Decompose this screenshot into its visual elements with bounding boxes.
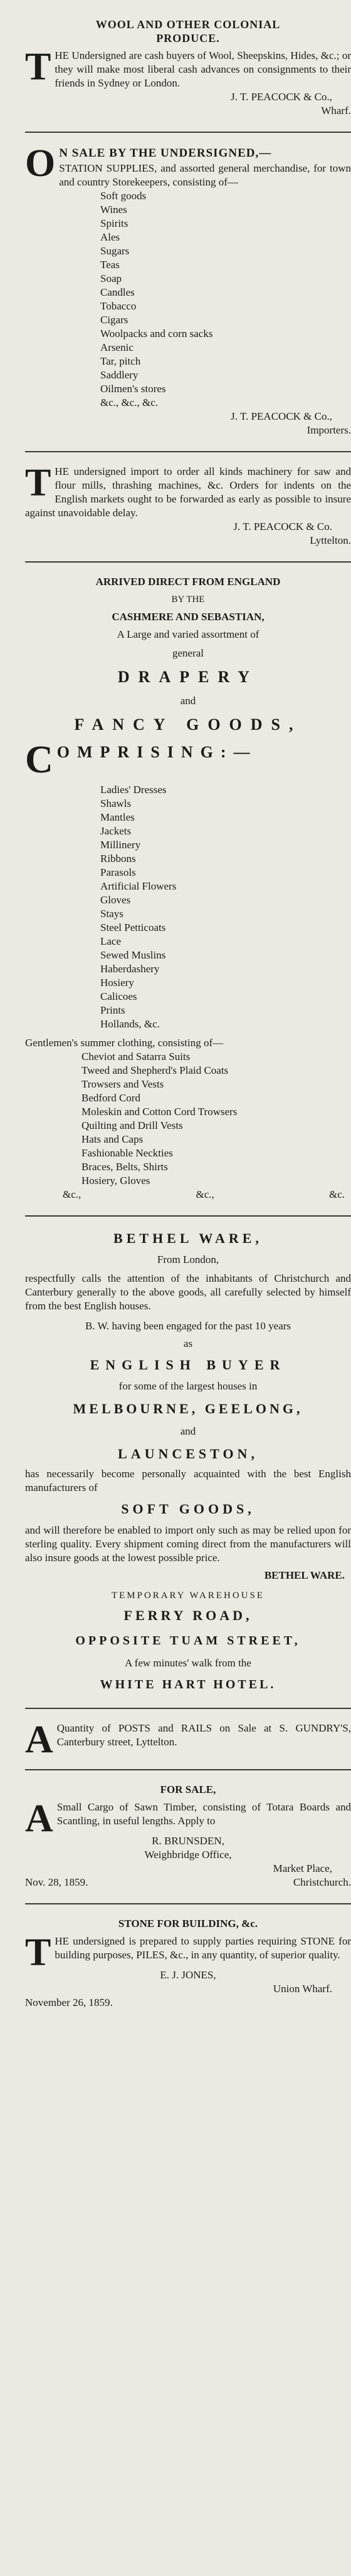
list-item: Ladies' Dresses (100, 784, 167, 796)
ad-line: ARRIVED DIRECT FROM ENGLAND (95, 576, 281, 588)
ad-text: STATION SUPPLIES, and assorted general merchandise, for town and country Storekeepers, consisting of— (59, 162, 351, 188)
ad-title: FOR SALE, (160, 1784, 216, 1795)
list-item: Moleskin and Cotton Cord Trowsers (81, 1106, 238, 1118)
goods-list (25, 189, 351, 410)
ferry-road-heading: FERRY ROAD, (123, 1607, 253, 1623)
list-item: Soft goods (100, 190, 147, 202)
cities-heading: MELBOURNE, GEELONG, (73, 1401, 303, 1416)
list-item: Candles (100, 286, 135, 298)
list-item: Calicoes (100, 990, 137, 1002)
list-item: Saddlery (100, 369, 139, 381)
list-item: Oilmen's stores (100, 383, 166, 395)
list-item: Woolpacks and corn sacks (100, 328, 213, 340)
list-item: Parasols (100, 866, 136, 878)
ad-date: Nov. 28, 1859. (25, 1876, 88, 1888)
ad-line: A few minutes' walk from the (125, 1657, 251, 1669)
ad-line: CASHMERE AND SEBASTIAN, (112, 611, 265, 623)
ad-line: Weighbridge Office, (144, 1849, 232, 1861)
ad-signature: R. BRUNSDEN, (152, 1835, 224, 1847)
ad-text: has necessarily become personally acquainted with the best English manufacturers of (25, 1468, 351, 1493)
list-item: Sugars (100, 245, 130, 257)
list-item: Ales (100, 231, 120, 243)
drapery-list (25, 783, 351, 1031)
drop-cap: A (25, 1797, 53, 1840)
ad-wool-produce (25, 13, 351, 124)
ad-signature: J. T. PEACOCK & Co., (231, 91, 332, 103)
list-item: Trowsers and Vests (81, 1078, 164, 1090)
list-item: Bedford Cord (81, 1092, 140, 1104)
list-item: Millinery (100, 839, 141, 851)
list-item: Arsenic (100, 341, 134, 353)
ad-line: BY THE (171, 595, 205, 605)
fancy-goods-heading: FANCY GOODS, (74, 715, 302, 734)
list-item: Steel Petticoats (100, 922, 166, 933)
ad-text: HE undersigned import to order all kinds machinery for saw and flour mills, thrashing machines, &c. Orders for indents on the English markets ought to be forwarded as early as possible to insure against unavoidable delay. (25, 465, 351, 519)
list-item: Jackets (100, 825, 132, 837)
ad-line: for some of the largest houses in (118, 1380, 258, 1392)
list-item: Teas (100, 259, 120, 271)
etc-row (25, 1188, 351, 1202)
etc: &c., (196, 1188, 214, 1200)
ad-role: Importers. (306, 424, 351, 436)
list-item: Ribbons (100, 853, 136, 865)
ad-bethel-ware (25, 1224, 351, 1700)
drop-cap: O (25, 142, 56, 185)
drop-cap: T (25, 1931, 51, 1974)
drapery-heading: DRAPERY (117, 668, 259, 686)
date-row (25, 1876, 351, 1889)
opposite-heading: OPPOSITE TUAM STREET, (75, 1634, 301, 1648)
ad-line: and (180, 695, 196, 707)
ad-machinery (25, 460, 351, 554)
list-item: Tar, pitch (100, 355, 141, 367)
list-item: Spirits (100, 217, 128, 229)
merchant-name: BETHEL WARE, (113, 1230, 263, 1246)
list-item: Mantles (100, 811, 135, 823)
list-item: Cheviot and Satarra Suits (81, 1051, 191, 1062)
divider (25, 561, 351, 563)
drop-cap: A (25, 1718, 53, 1761)
ad-signature: E. J. JONES, (160, 1969, 216, 1981)
drop-cap: C (25, 739, 53, 781)
ad-signature: J. T. PEACOCK & Co., (231, 410, 332, 422)
list-item: Cigars (100, 314, 128, 326)
list-item: Fashionable Neckties (81, 1147, 173, 1159)
list-item: Shawls (100, 797, 132, 809)
list-item: Braces, Belts, Shirts (81, 1161, 168, 1173)
ad-text: respectfully calls the attention of the inhabitants of Christchurch and Canterbury generally to the above goods, all carefully selected by himself from the best English houses. (25, 1272, 351, 1312)
list-item: Lace (100, 935, 122, 947)
list-item: Hats and Caps (81, 1133, 144, 1145)
ad-title: STONE FOR BUILDING, &c. (118, 1918, 258, 1929)
list-item: Hollands, &c. (100, 1018, 160, 1030)
list-item: Stays (100, 908, 123, 920)
ad-line: as (183, 1337, 193, 1349)
drop-cap: T (25, 46, 51, 88)
divider (25, 451, 351, 452)
list-item: Haberdashery (100, 963, 160, 975)
ad-signature: J. T. PEACOCK & Co. (233, 521, 332, 532)
ad-title: WOOL AND OTHER COLONIAL (95, 18, 281, 31)
ad-place: Christchurch. (293, 1876, 351, 1888)
list-item: Tweed and Shepherd's Plaid Coats (81, 1064, 229, 1076)
comprising-heading: OMPRISING:— (56, 743, 258, 761)
ad-line: B. W. having been engaged for the past 10 years (85, 1320, 291, 1332)
list-item: Gloves (100, 894, 131, 906)
list-item: Quilting and Drill Vests (81, 1119, 183, 1131)
list-item: Prints (100, 1004, 125, 1016)
ad-line: Market Place, (273, 1862, 332, 1874)
drop-cap: T (25, 462, 51, 504)
ad-line: TEMPORARY WAREHOUSE (111, 1591, 265, 1601)
ad-date: November 26, 1859. (25, 1997, 113, 2008)
list-item: Hosiery, Gloves (81, 1175, 150, 1187)
launceston-heading: LAUNCESTON, (118, 1446, 258, 1462)
ad-text: and will therefore be enabled to import only such as may be relied upon for sterling quality. Every shipment coming direct from the manufacturers will also insure goods at the lowest possible price. (25, 1524, 351, 1564)
ad-drapery (25, 570, 351, 1208)
ad-line: general (172, 647, 204, 659)
list-item: Soap (100, 273, 122, 284)
ad-posts-rails (25, 1716, 351, 1762)
divider (25, 1903, 351, 1904)
soft-goods-heading: SOFT GOODS, (121, 1501, 255, 1517)
ad-intro: N SALE BY THE UNDERSIGNED,— (59, 147, 272, 160)
hotel-heading: WHITE HART HOTEL. (100, 1678, 276, 1691)
divider (25, 1708, 351, 1709)
list-item: &c., &c., &c. (100, 397, 159, 408)
ad-line: A Large and varied assortment of (117, 628, 259, 640)
ad-line: From London, (157, 1254, 219, 1265)
ad-text: HE Undersigned are cash buyers of Wool, Sheepskins, Hides, &c.; or they will make most liberal cash advances on consignments to their friends in Sydney or London. (55, 49, 351, 89)
list-item: Wines (100, 204, 127, 216)
gents-list (25, 1050, 351, 1188)
divider (25, 1215, 351, 1217)
divider (25, 132, 351, 133)
list-item: Artificial Flowers (100, 880, 177, 892)
divider (25, 1769, 351, 1770)
ad-text: HE undersigned is prepared to supply parties requiring STONE for building purposes, PILES, &c., in any quantity, of superior quality. (55, 1935, 351, 1961)
advertisement-column (25, 13, 351, 2016)
ad-place: Union Wharf. (273, 1983, 332, 1995)
list-item: Sewed Muslins (100, 949, 166, 961)
ad-for-sale (25, 1778, 351, 1896)
ad-place: Lyttelton. (310, 534, 351, 546)
ad-text: Small Cargo of Sawn Timber, consisting of Totara Boards and Scantling, in useful lengths. Apply to (56, 1801, 351, 1827)
ad-on-sale (25, 140, 351, 444)
list-item: Tobacco (100, 300, 137, 312)
ad-text: Quantity of POSTS and RAILS on Sale at S. GUNDRY'S, Canterbury street, Lyttelton. (56, 1722, 351, 1748)
ad-place: Wharf. (321, 105, 351, 117)
ad-line: and (180, 1425, 196, 1437)
buyer-heading: ENGLISH BUYER (90, 1357, 286, 1373)
ad-stone (25, 1912, 351, 2016)
gents-intro: Gentlemen's summer clothing, consisting of— (25, 1037, 224, 1049)
etc: &c. (328, 1188, 345, 1200)
ad-signature: BETHEL WARE. (264, 1569, 345, 1581)
etc: &c., (63, 1188, 81, 1200)
ad-title-line2: PRODUCE. (156, 32, 220, 44)
list-item: Hosiery (100, 977, 134, 989)
